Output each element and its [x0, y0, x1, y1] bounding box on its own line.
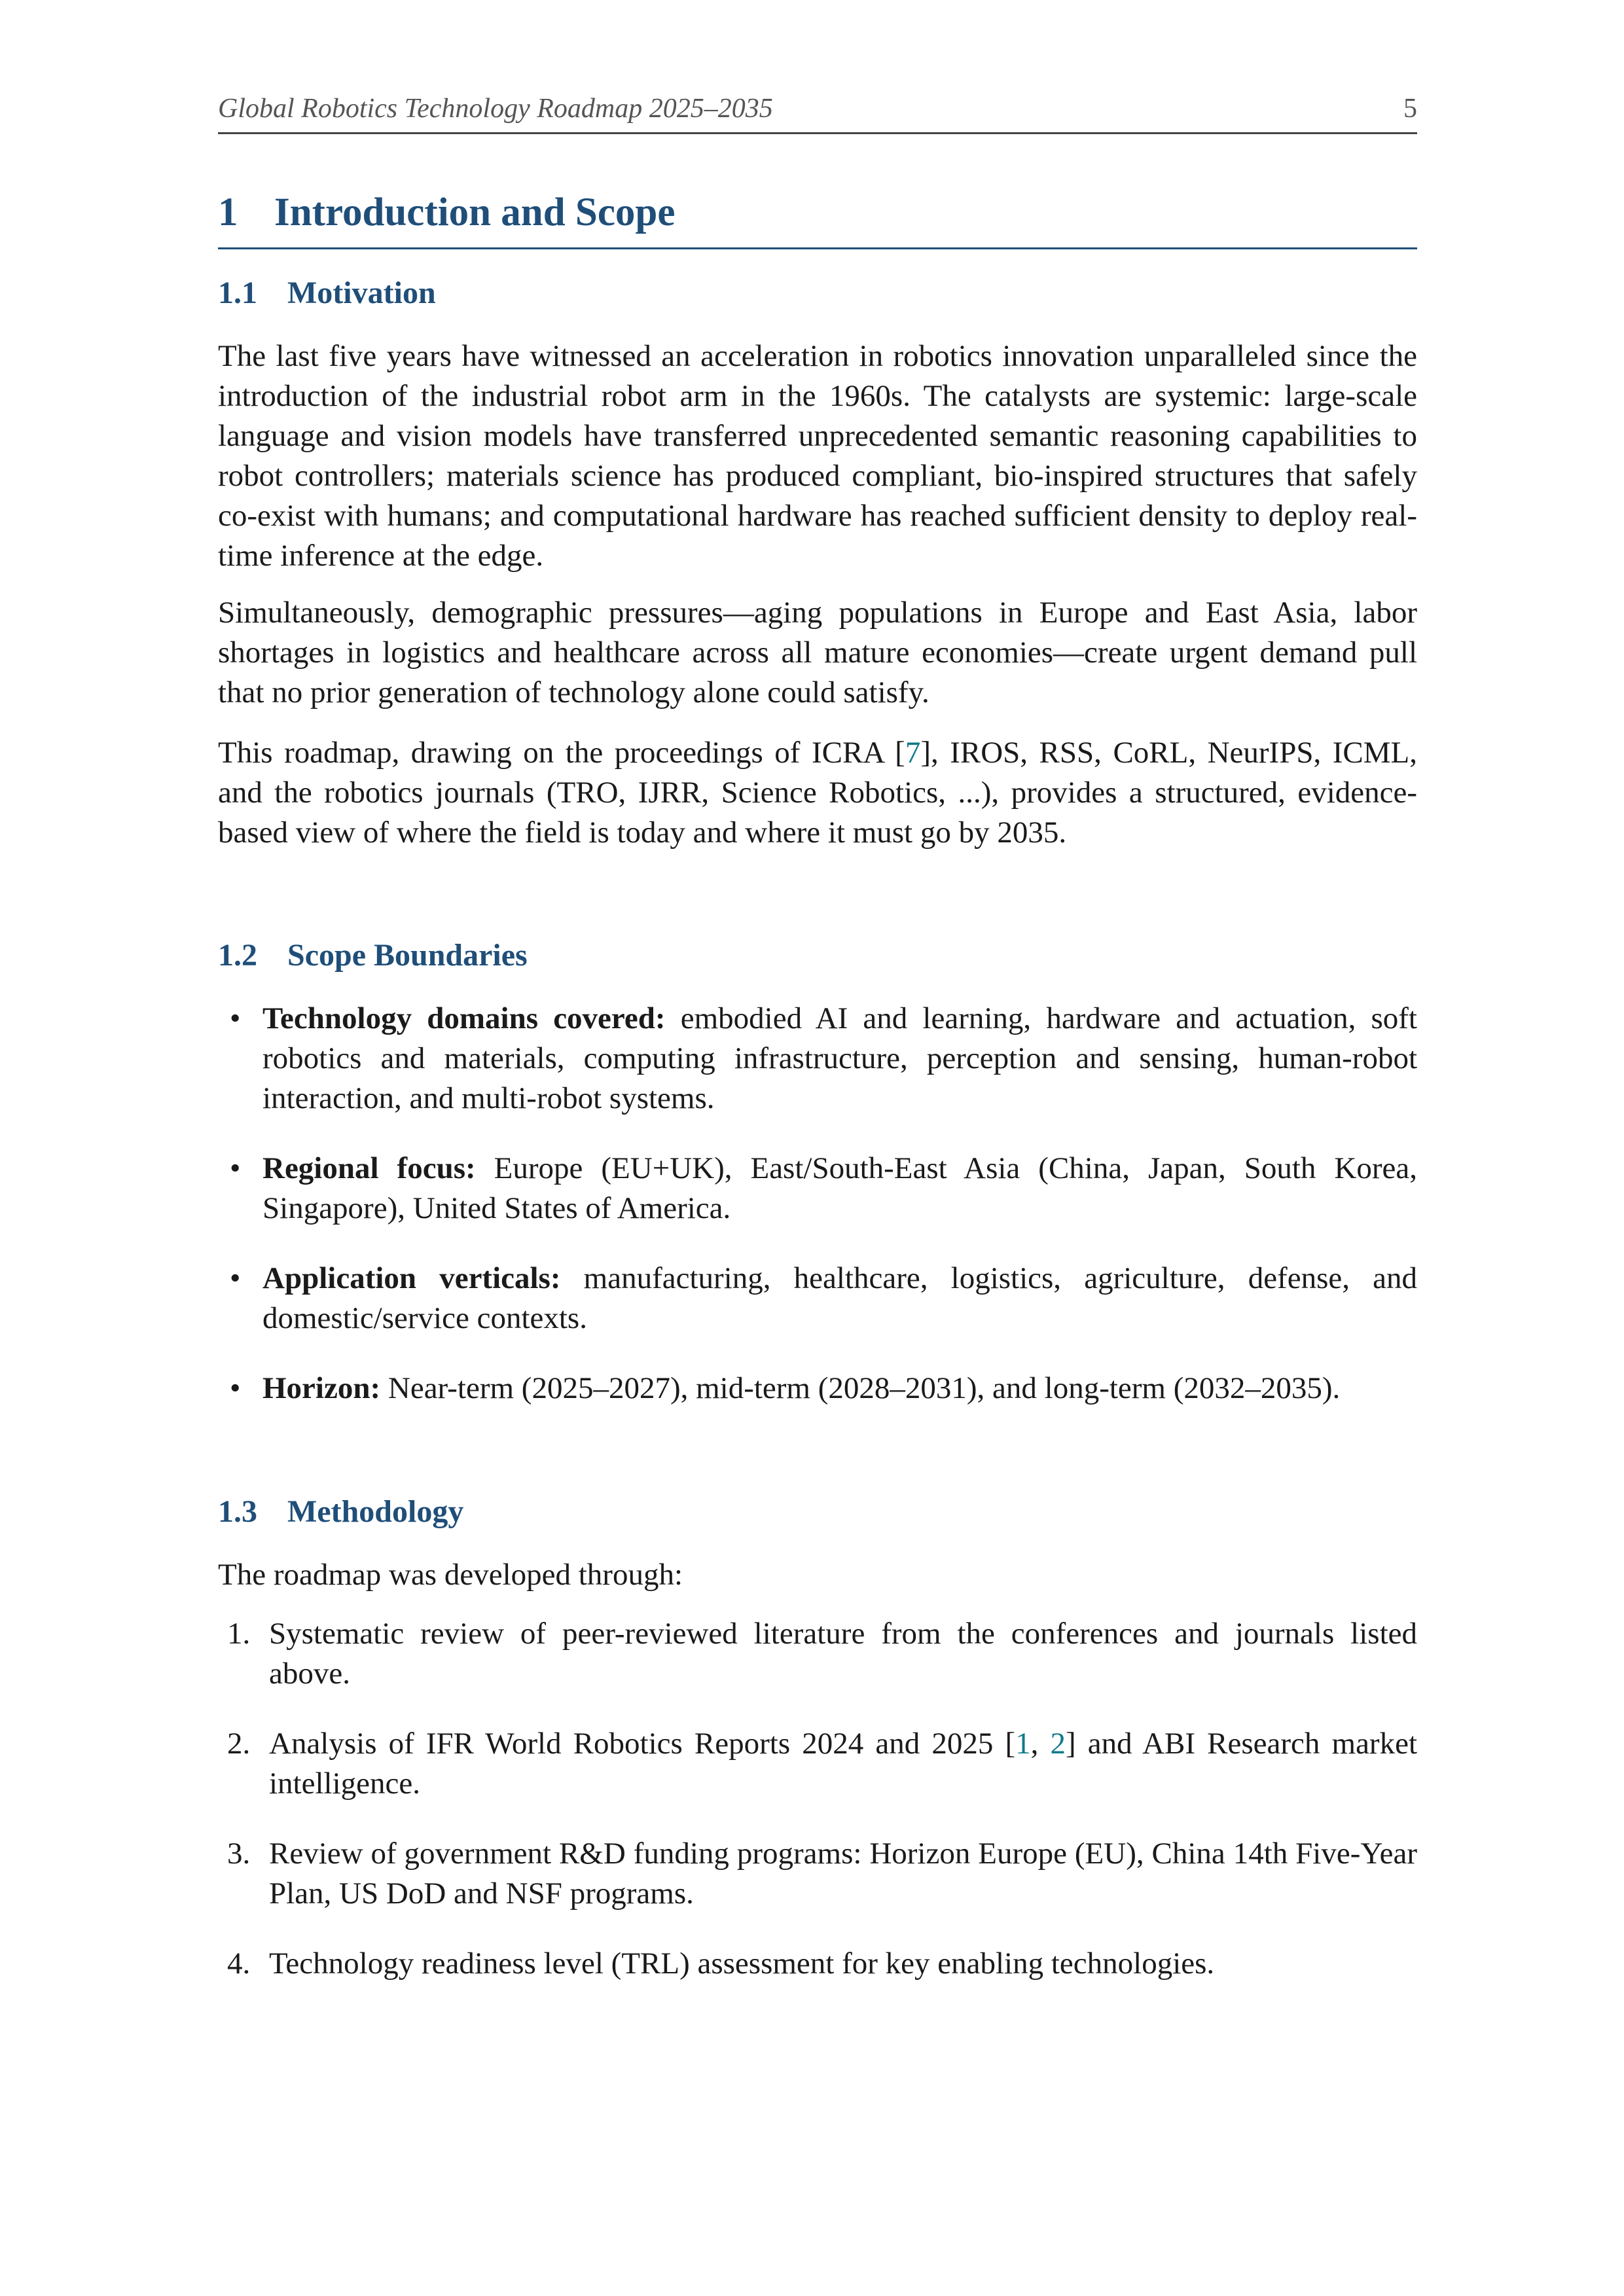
running-header	[218, 93, 1417, 134]
item-text: manufacturing, healthcare, logistics, agriculture, defense, and domestic/service contexts.	[262, 1261, 1417, 1335]
list-number: 2.	[227, 1727, 251, 1761]
list-item	[218, 1369, 1417, 1408]
list-item	[218, 1724, 1417, 1804]
item-text: Analysis of IFR World Robotics Reports 2024 and 2025 [	[269, 1727, 1016, 1761]
item-label: Horizon:	[262, 1371, 381, 1405]
page-number: 5	[1403, 94, 1417, 124]
item-text: ] and ABI Research market intelligence.	[269, 1727, 1417, 1801]
methodology-list	[218, 1614, 1417, 2014]
section-title: Introduction and Scope	[274, 190, 676, 234]
subsection-heading-scope	[218, 937, 1417, 973]
list-number: 4.	[227, 1946, 251, 1981]
motivation-paragraph-2: Simultaneously, demographic pressures—aging populations in Europe and East Asia, labor shortages in logistics and healthcare across all mature economies—create urgent demand pull that no prior generation of technology alone could satisfy.	[218, 596, 1417, 709]
item-text: ,	[1030, 1727, 1051, 1761]
item-text: Technology readiness level (TRL) assessment for key enabling technologies.	[269, 1946, 1215, 1981]
item-text: Near-term (2025–2027), mid-term (2028–2031), and long-term (2032–2035).	[380, 1371, 1341, 1405]
list-item	[218, 1149, 1417, 1229]
section-number: 1	[218, 190, 238, 234]
citation-link[interactable]: 2	[1050, 1727, 1066, 1761]
section-heading	[218, 190, 1417, 249]
item-text: Europe (EU+UK), East/South-East Asia (China, Japan, South Korea, Singapore), United States of America.	[262, 1151, 1417, 1225]
bullet-icon: •	[230, 1151, 241, 1185]
list-item	[218, 1944, 1417, 1984]
paragraph-text: This roadmap, drawing on the proceedings of ICRA [	[218, 736, 905, 770]
scope-list	[218, 999, 1417, 1439]
running-title: Global Robotics Technology Roadmap 2025–2035	[218, 94, 773, 124]
bullet-icon: •	[230, 1001, 241, 1035]
motivation-paragraph-1: The last five years have witnessed an acceleration in robotics innovation unparalleled since the introduction of the industrial robot arm in the 1960s. The catalysts are systemic: large-scale language and vision models have transferred unprecedented semantic reasoning capabilities to robot controllers; materials science has produced compliant, bio-inspired structures that safely co-exist with humans; and computational hardware has reached sufficient density to deploy real-time inference at the edge.	[218, 339, 1417, 573]
bullet-icon: •	[230, 1371, 241, 1405]
list-item	[218, 999, 1417, 1119]
item-text: Systematic review of peer-reviewed literature from the conferences and journals listed above.	[269, 1617, 1417, 1691]
item-text: Review of government R&D funding programs: Horizon Europe (EU), China 14th Five-Year Plan, US DoD and NSF programs.	[269, 1837, 1417, 1910]
motivation-paragraph-3	[218, 733, 1417, 853]
subsection-number: 1.2	[218, 938, 257, 973]
citation-link[interactable]: 1	[1015, 1727, 1031, 1761]
bullet-icon: •	[230, 1261, 241, 1295]
subsection-heading-methodology	[218, 1494, 1417, 1530]
list-number: 3.	[227, 1837, 251, 1871]
subsection-number: 1.1	[218, 276, 257, 310]
item-label: Application verticals:	[262, 1261, 561, 1295]
subsection-title: Methodology	[287, 1494, 464, 1529]
list-item	[218, 1614, 1417, 1694]
citation-link[interactable]: 7	[905, 736, 921, 770]
subsection-title: Scope Boundaries	[287, 938, 528, 973]
subsection-title: Motivation	[287, 276, 436, 310]
item-label: Regional focus:	[262, 1151, 476, 1185]
list-item	[218, 1834, 1417, 1914]
subsection-heading-motivation	[218, 275, 1417, 311]
list-item	[218, 1259, 1417, 1338]
list-number: 1.	[227, 1617, 251, 1651]
item-label: Technology domains covered:	[262, 1001, 666, 1035]
methodology-intro: The roadmap was developed through:	[218, 1558, 683, 1592]
paragraph-text: ], IROS, RSS, CoRL, NeurIPS, ICML, and the robotics journals (TRO, IJRR, Science Robotics, ...), provides a structured, evidence-based view of where the field is today and where it must go by 2035.	[218, 736, 1417, 850]
item-text: embodied AI and learning, hardware and actuation, soft robotics and materials, computing infrastructure, perception and sensing, human-robot interaction, and multi-robot systems.	[262, 1001, 1417, 1115]
subsection-number: 1.3	[218, 1494, 257, 1529]
